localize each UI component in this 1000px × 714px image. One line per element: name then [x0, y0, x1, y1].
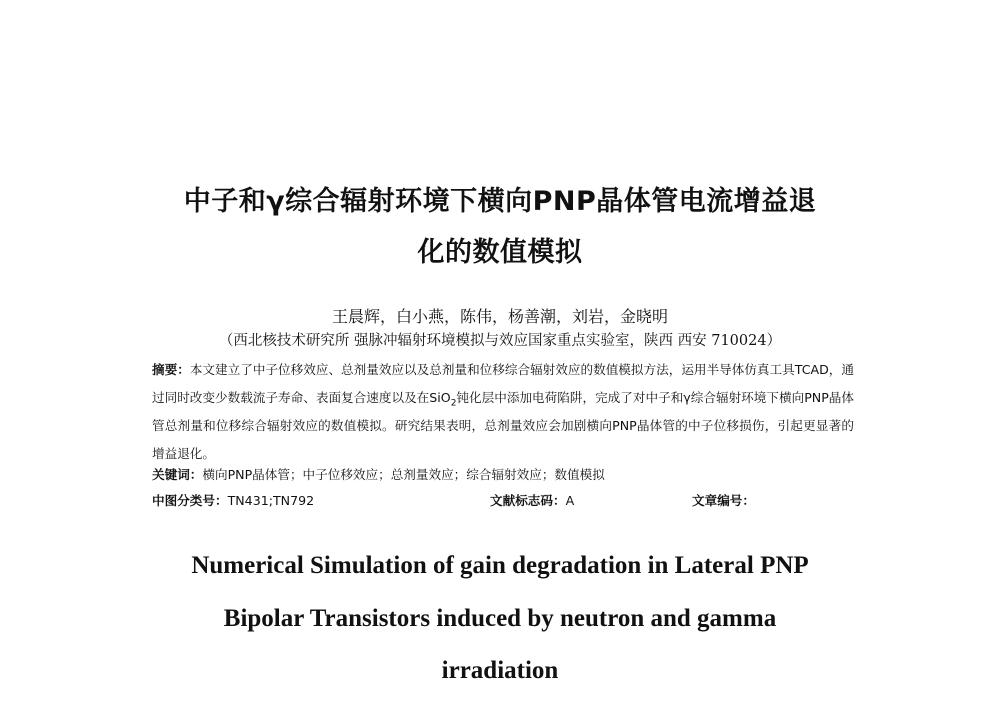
affiliation: （西北核技术研究所 强脉冲辐射环境模拟与效应国家重点实验室，陕西 西安 710024）: [218, 333, 782, 349]
article-number-label: 文章编号：: [692, 493, 755, 508]
english-title-line-2: Bipolar Transistors induced by neutron and gamma: [223, 605, 777, 632]
keywords-text: 横向PNP晶体管；中子位移效应；总剂量效应；综合辐射效应；数值模拟: [202, 467, 605, 482]
clc-label: 中图分类号：: [152, 493, 228, 508]
article-number: [692, 491, 755, 511]
keywords-label: 关键词：: [152, 467, 203, 482]
keywords: [152, 465, 854, 485]
english-title-line-1: Numerical Simulation of gain degradation in Lateral PNP: [191, 552, 809, 579]
clc-number: [152, 491, 314, 511]
document-code: [490, 491, 574, 511]
clc-value: TN431;TN792: [227, 493, 315, 508]
abstract-label: 摘要：: [152, 362, 190, 377]
author-list: 王晨辉，白小燕，陈伟，杨善潮，刘岩，金晓明: [331, 307, 668, 326]
chinese-title-line-2: 化的数值模拟: [417, 237, 583, 268]
classification-line: [152, 491, 854, 511]
abstract-subscript: 2: [450, 398, 457, 409]
abstract: [152, 356, 854, 468]
document-code-value: A: [565, 493, 575, 508]
abstract-text-part-1: 本文建立了中子位移效应、总剂量效应以及总剂量和位移综合辐射效应的数值模拟方法，运用半导体仿真工具TCAD，通过同时改变少数载流子寿命、表面复合速度以及在SiO: [152, 362, 855, 405]
chinese-title-line-1: 中子和γ综合辐射环境下横向PNP晶体管电流增益退: [183, 186, 817, 217]
document-code-label: 文献标志码：: [490, 493, 566, 508]
english-title-line-3: irradiation: [441, 657, 559, 684]
abstract-text-part-2: 钝化层中添加电荷陷阱，完成了对中子和γ综合辐射环境下横向PNP晶体管总剂量和位移综合辐射效应的数值模拟。研究结果表明，总剂量效应会加剧横向PNP晶体管的中子位移损伤，引起更显著的增益退化。: [152, 390, 855, 461]
